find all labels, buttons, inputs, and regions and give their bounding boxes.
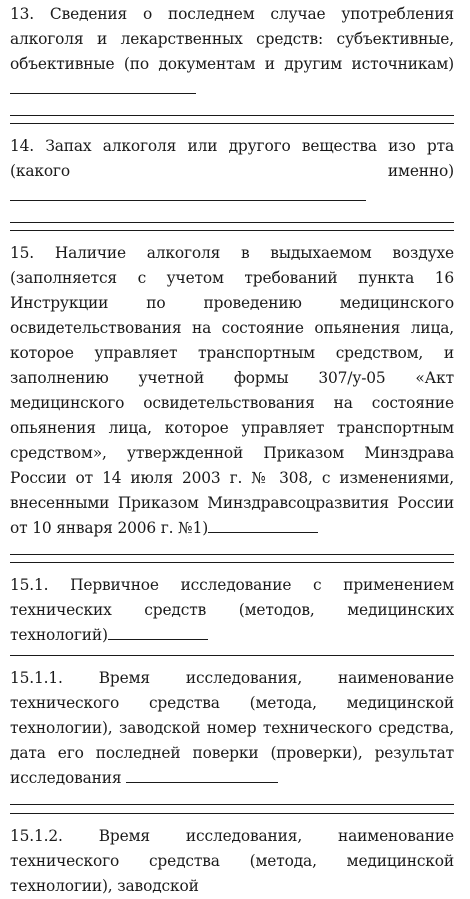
item-15-1-1-text: 15.1.1. Время исследования, наименование технического средства (метода, медицинской технологии), заводской номер технического средства, дата его последней поверки (проверки), результат исследования [10,669,454,787]
item-15-1-1 [10,666,454,791]
item-15-blank-line[interactable] [10,541,454,555]
item-14 [10,134,454,209]
divider [10,655,454,656]
item-15-1-2-text: 15.1.2. Время исследования, наименование технического средства (метода, медицинской технологии), заводской [10,827,454,895]
item-14-blank-line[interactable] [10,209,454,223]
item-13 [10,2,454,102]
item-13-text: 13. Сведения о последнем случае употребления алкоголя и лекарственных средств: субъективные, объективные (по документам и другим источникам) [10,5,454,73]
item-15-1 [10,573,454,648]
item-15-1-1-blank-line[interactable] [10,791,454,805]
item-14-text: 14. Запах алкоголя или другого вещества изо рта (какого именно) [10,137,454,180]
divider [10,813,454,814]
divider [10,562,454,563]
item-15-answer-line[interactable] [208,518,318,533]
divider [10,230,454,231]
item-13-blank-line[interactable] [10,102,454,116]
item-15-1-2 [10,824,454,899]
item-13-answer-line[interactable] [10,79,196,94]
item-15 [10,241,454,541]
item-15-1-answer-line[interactable] [108,625,208,640]
item-15-text: 15. Наличие алкоголя в выдыхаемом воздухе (заполняется с учетом требований пункта 16 Инструкции по проведению медицинского освидетельствования на состояние опьянения лица, которое управляет транспортным средством, и заполнению учетной формы 307/у-05 «Акт медицинского освидетельствования на состояние опьянения лица, которое управляет транспортным средством», утвержденной Приказом Минздрава России от 14 июля 2003 г. № 308, с изменениями, внесенными Приказом Минздравсоцразвития России от 10 января 2006 г. №1) [10,244,454,537]
item-14-answer-line[interactable] [10,186,366,201]
item-15-1-text: 15.1. Первичное исследование с применением технических средств (методов, медицинских технологий) [10,576,454,644]
divider [10,123,454,124]
item-15-1-1-answer-line[interactable] [126,768,278,783]
